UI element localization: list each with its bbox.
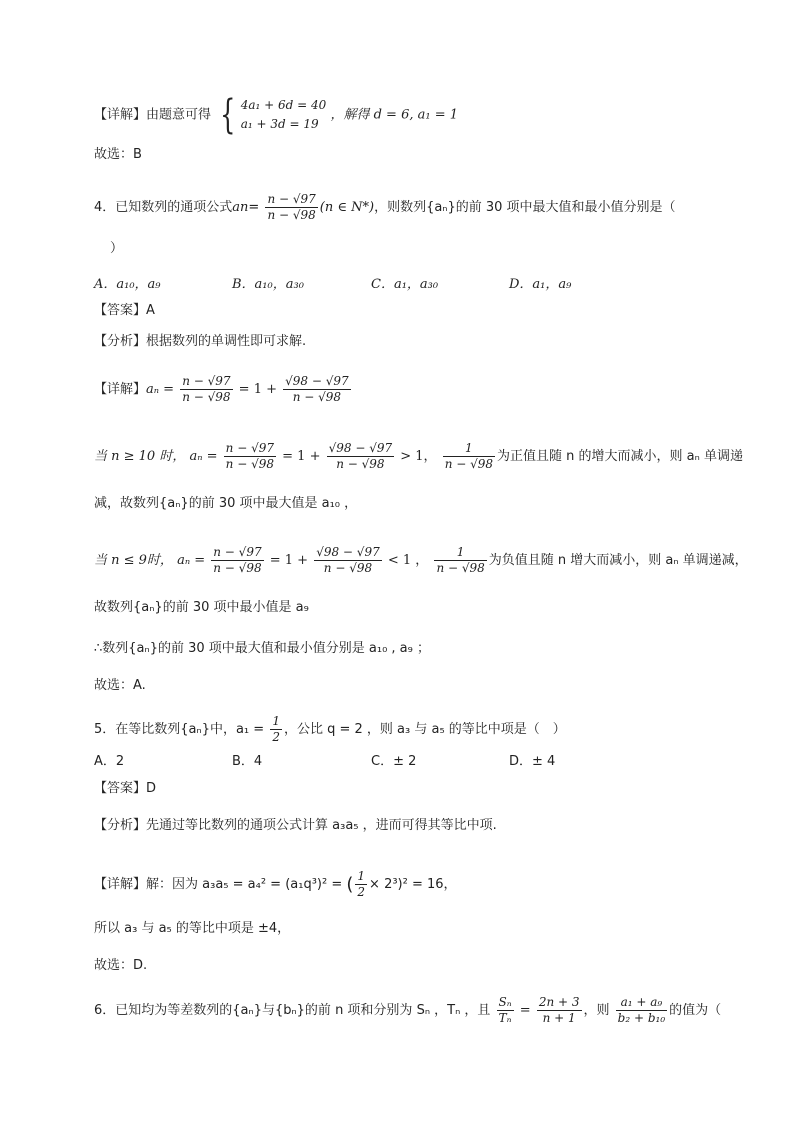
frac-den: Tₙ [498,1011,512,1025]
frac-num: 1 [272,714,280,728]
q5-option-b[interactable]: B．4 [232,754,263,769]
q4-case1-frac3 [443,441,495,472]
q6-target-fraction [616,995,667,1026]
q4-option-d[interactable]: D．a₁，a₉ [509,277,572,292]
q6-ratio-fraction [497,995,514,1026]
frac-den: 2 [272,730,280,744]
q4-detail-frac2 [283,374,351,405]
q4-detail-frac1 [180,374,232,405]
q4-formula-den: n − √98 [267,208,316,222]
detail-label: 【详解】 [94,107,147,123]
analysis-label: 【分析】 [94,334,147,349]
q4-option-b[interactable]: B．a₁₀，a₃₀ [232,277,304,292]
q4-detail: 【详解】aₙ = $\frac{n - √97}{n - √98}$ = 1 + $\frac{√98 - √97}{n - √98}$ [94,374,349,404]
analysis-label: 【分析】 [94,818,147,833]
frac-den: n − √98 [336,457,385,471]
frac-den: n − √98 [323,561,373,575]
q4-case2-cont: 故数列{aₙ}的前 30 项中最小值是 a₉ [94,600,309,615]
equation-1: 4a₁ + 6d = 40 [240,98,327,112]
q6-mid: ，则 [583,1003,610,1018]
q3-choice: 故选：B [94,147,142,162]
q5-analysis [94,817,497,835]
q5-detail-post: × 2³)² = 16， [369,877,457,892]
frac-den: b₂ + b₁₀ [617,1011,666,1025]
q3-result: ，解得 d = 6, a₁ = 1 [330,107,459,123]
q3-detail-intro: 由题意可得 [146,107,212,123]
q4-formula-fraction [265,192,317,223]
frac-den: n − √98 [292,390,342,404]
frac-num: 1 [434,545,486,561]
q4-option-a[interactable]: A．a₁₀，a₉ [94,277,161,292]
q5-option-a[interactable]: A．2 [94,754,125,769]
q6-stem: 6．已知均为等差数列的{aₙ}与{bₙ}的前 n 项和分别为 Sₙ ，Tₙ ，且 $\frac{\text{Sₙ}}{\text{Tₙ}}$ = $\frac{2n + 3}{n + 1}$ ，则 $\frac{\text{a₁ + a₉}}{\text{b₂ + b₁₀}}$ 的值为（ [94,995,722,1025]
q4-case1: 当 n ≥ 10 时， aₙ = $\frac{n - √97}{n - √98}$ = 1 + $\frac{√98 - √97}{n - √98}$ > 1， $\frac{1}{n - √98}$ 为正值且随 n 的增大而减小，则 aₙ 单调递 [94,441,743,471]
q4-option-c[interactable]: C．a₁，a₃₀ [371,277,439,292]
q5-result: 所以 a₃ 与 a₅ 的等比中项是 ±4， [94,921,291,936]
frac-num: 1 [357,869,366,883]
q4-stem-b: ，则数列{aₙ}的前 30 项中最大值和最小值分别是（ [374,200,676,215]
q5-option-c[interactable]: C．± 2 [371,754,417,769]
frac-num: Sₙ [498,995,512,1009]
q3-detail-line [94,92,459,138]
q5-a1-fraction [270,714,282,745]
detail-label: 【详解】 [94,382,147,397]
q5-stem-a: 5．在等比数列{aₙ}中，a₁ = [94,722,265,737]
q4-case2-frac1 [211,545,263,576]
q4-detail-lhs: aₙ = [146,382,175,397]
q4-case1-lhs: aₙ = [189,449,218,464]
q5-option-d[interactable]: D．± 4 [509,754,556,769]
frac-den: n − √98 [182,390,231,404]
frac-den: n + 1 [542,1011,576,1025]
q4-case1-cmp: > 1， [400,449,437,464]
frac-num: √98 − √97 [316,545,380,559]
frac-den: n − √98 [444,457,494,471]
q4-analysis-text: 根据数列的单调性即可求解. [146,334,307,349]
frac-den: 2 [357,885,366,899]
q4-analysis [94,333,306,351]
q4-answer-value: A [146,303,155,318]
q4-case2-lhs: aₙ = [177,553,206,568]
frac-num: n − √97 [182,374,231,388]
q4-answer [94,302,155,320]
q4-case1-frac2 [327,441,395,472]
q5-stem [94,714,566,745]
q5-analysis-text: 先通过等比数列的通项公式计算 a₃a₅ ，进而可得其等比中项. [146,818,497,833]
q4-case2: 当 n ≤ 9时， aₙ = $\frac{n - √97}{n - √98}$ = 1 + $\frac{√98 - √97}{n - √98}$ < 1 ， $\frac{1}{n - √98}$ 为负值且随 n 增大而减小，则 aₙ 单调递减， [94,545,748,575]
equation-2: a₁ + 3d = 19 [240,117,319,131]
q6-stem-b: 的值为（ [669,1003,722,1018]
q4-stem-a: 4．已知数列的通项公式 [94,200,233,215]
q5-answer [94,780,156,798]
q6-value-fraction [537,995,582,1026]
q4-case1-pre: 当 n ≥ 10 时， [94,449,186,464]
answer-label: 【答案】 [94,303,147,318]
answer-label: 【答案】 [94,781,147,796]
q4-case2-frac3 [434,545,486,576]
frac-num: n − √97 [213,545,262,559]
q4-case2-frac2 [314,545,382,576]
q4-stem: 4．已知数列的通项公式an= $\frac{n - √97}{n - √98}$ (n ∈ N*)，则数列{aₙ}的前 30 项中最大值和最小值分别是（ [94,192,676,222]
q5-stem-b: ，公比 q = 2 ，则 a₃ 与 a₅ 的等比中项是（ ） [283,722,566,737]
frac-num: √98 − √97 [285,374,349,388]
frac-num: a₁ + a₉ [616,995,667,1011]
q4-an-label: an [232,200,249,215]
frac-den: n − √98 [213,561,262,575]
q5-detail-pre: 解：因为 a₃a₅ = a₄² = (a₁q³)² = [146,877,343,892]
detail-label: 【详解】 [94,877,147,892]
q5-detail-fraction [355,869,367,900]
q4-choice: 故选：A. [94,678,146,693]
q4-case2-cmp: < 1 ， [387,553,429,568]
q4-case1-cont: 减，故数列{aₙ}的前 30 项中最大值是 a₁₀ ， [94,496,358,511]
frac-den: n − √98 [436,561,485,575]
q4-formula-num: n − √97 [267,192,316,206]
frac-num: 1 [443,441,495,457]
equation-system [241,96,327,134]
q4-case1-text: 为正值且随 n 的增大而减小，则 aₙ 单调递 [497,449,743,464]
q4-case2-text: 为负值且随 n 增大而减小，则 aₙ 单调递减， [488,553,748,568]
frac-num: √98 − √97 [328,441,393,455]
q5-detail: 【详解】解：因为 a₃a₅ = a₄² = (a₁q³)² = ( $\frac{1}{2}$ × 2³)² = 16， [94,869,457,899]
q5-choice: 故选：D. [94,958,148,973]
q4-conclusion: ∴数列{aₙ}的前 30 项中最大值和最小值分别是 a₁₀ , a₉ ； [94,641,430,656]
q4-domain: (n ∈ N*) [319,200,375,215]
system-brace: { [220,92,236,138]
q4-case2-pre: 当 n ≤ 9时， [94,553,173,568]
frac-num: 2n + 3 [538,995,580,1009]
q6-stem-a: 6．已知均为等差数列的{aₙ}与{bₙ}的前 n 项和分别为 Sₙ ，Tₙ ，且 [94,1003,491,1018]
q5-answer-value: D [146,781,157,796]
q4-stem-close: ） [110,241,124,256]
frac-den: n − √98 [225,457,274,471]
q4-case1-frac1 [224,441,276,472]
frac-num: n − √97 [225,441,274,455]
